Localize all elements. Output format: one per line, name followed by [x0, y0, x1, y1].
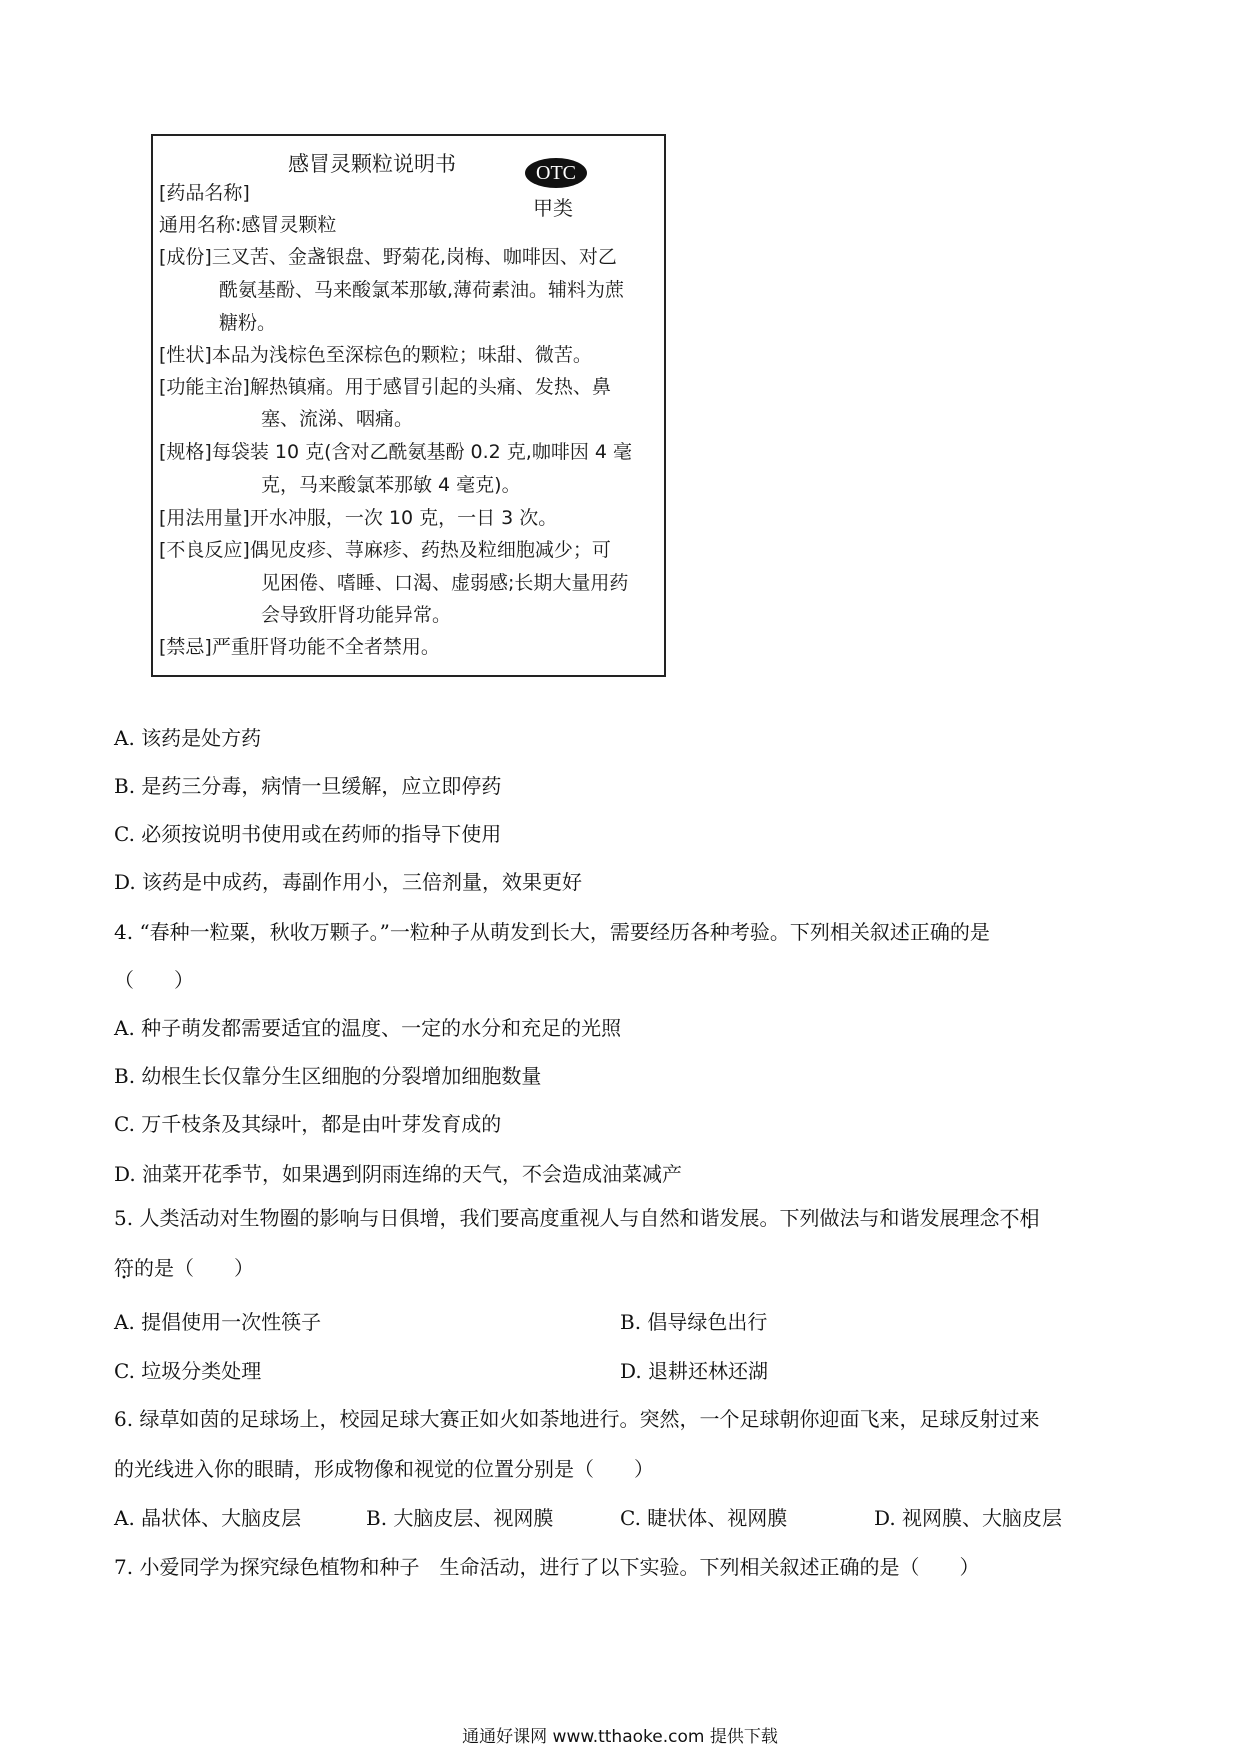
- q6-option-b: B. 大脑皮层、视网膜: [366, 1506, 554, 1530]
- label-line: 会导致肝肾功能异常。: [261, 604, 452, 626]
- q6-option-a: A. 晶状体、大脑皮层: [114, 1506, 302, 1530]
- q3-option-d: D. 该药是中成药，毒副作用小，三倍剂量，效果更好: [114, 870, 583, 894]
- page-footer: 通通好课网 www.tthaoke.com 提供下载: [462, 1727, 778, 1747]
- label-line: [药品名称]: [159, 182, 250, 204]
- q5-option-d: D. 退耕还林还湖: [620, 1359, 769, 1383]
- label-line: [禁忌]严重肝肾功能不全者禁用。: [159, 636, 440, 658]
- q5-option-a: A. 提倡使用一次性筷子: [114, 1310, 322, 1334]
- label-line: 通用名称:感冒灵颗粒: [159, 214, 337, 236]
- label-line: [用法用量]开水冲服，一次 10 克，一日 3 次。: [159, 507, 558, 529]
- label-line: 见困倦、嗜睡、口渴、虚弱感;长期大量用药: [261, 572, 629, 594]
- q4-stem: 4. “春种一粒粟，秋收万颗子。”一粒种子从萌发到长大，需要经历各种考验。下列相关叙述正确的是: [114, 920, 990, 944]
- q4-option-b: B. 幼根生长仅靠分生区细胞的分裂增加细胞数量: [114, 1064, 542, 1088]
- q6-option-d: D. 视网膜、大脑皮层: [874, 1506, 1063, 1530]
- label-line: [性状]本品为浅棕色至深棕色的颗粒；味甜、微苦。: [159, 344, 592, 366]
- otc-badge: OTC: [525, 158, 587, 188]
- q4-option-d: D. 油菜开花季节，如果遇到阴雨连绵的天气，不会造成油菜减产: [114, 1162, 683, 1186]
- q5-stem: [114, 1204, 1039, 1232]
- otc-class: 甲类: [533, 196, 573, 220]
- label-line: 糖粉。: [219, 312, 277, 334]
- q3-option-b: B. 是药三分毒，病情一旦缓解，应立即停药: [114, 774, 502, 798]
- q5-stem-text: 的是（ ）: [134, 1256, 254, 1280]
- q3-option-a: A. 该药是处方药: [114, 726, 262, 750]
- q3-option-c: C. 必须按说明书使用或在药师的指导下使用: [114, 822, 502, 846]
- label-title: 感冒灵颗粒说明书: [288, 152, 456, 176]
- label-line: [成份]三叉苦、金盏银盘、野菊花,岗梅、咖啡因、对乙: [159, 246, 617, 268]
- label-line: [不良反应]偶见皮疹、荨麻疹、药热及粒细胞减少；可: [159, 539, 611, 561]
- q5-option-b: B. 倡导绿色出行: [620, 1310, 768, 1334]
- q5-stem-line2: [114, 1254, 254, 1282]
- q5-emphasis-char: 相: [1019, 1206, 1040, 1230]
- q4-option-c: C. 万千枝条及其绿叶，都是由叶芽发育成的: [114, 1112, 502, 1136]
- q5-emphasis-char: 不: [999, 1206, 1020, 1230]
- medicine-label: [151, 134, 666, 677]
- q6-stem: 6. 绿草如茵的足球场上，校园足球大赛正如火如荼地进行。突然，一个足球朝你迎面飞来，足球反射过来: [114, 1407, 1040, 1431]
- q5-stem-text: 5. 人类活动对生物圈的影响与日俱增，我们要高度重视人与自然和谐发展。下列做法与和谐发展理念: [114, 1206, 1000, 1230]
- q4-stem-blank: （ ）: [114, 968, 194, 992]
- q4-option-a: A. 种子萌发都需要适宜的温度、一定的水分和充足的光照: [114, 1016, 622, 1040]
- label-line: [规格]每袋装 10 克(含对乙酰氨基酚 0.2 克,咖啡因 4 毫: [159, 441, 632, 463]
- label-line: 酰氨基酚、马来酸氯苯那敏,薄荷素油。辅料为蔗: [219, 279, 625, 301]
- q5-emphasis-char: 符: [114, 1256, 134, 1280]
- q7-stem: 7. 小爱同学为探究绿色植物和种子 生命活动，进行了以下实验。下列相关叙述正确的是（ ）: [114, 1555, 980, 1579]
- label-line: [功能主治]解热镇痛。用于感冒引起的头痛、发热、鼻: [159, 376, 611, 398]
- q6-stem-line2: 的光线进入你的眼睛，形成物像和视觉的位置分别是（ ）: [114, 1457, 654, 1481]
- label-line: 克，马来酸氯苯那敏 4 毫克)。: [261, 474, 521, 496]
- q6-option-c: C. 睫状体、视网膜: [620, 1506, 788, 1530]
- q5-option-c: C. 垃圾分类处理: [114, 1359, 262, 1383]
- label-line: 塞、流涕、咽痛。: [261, 408, 414, 430]
